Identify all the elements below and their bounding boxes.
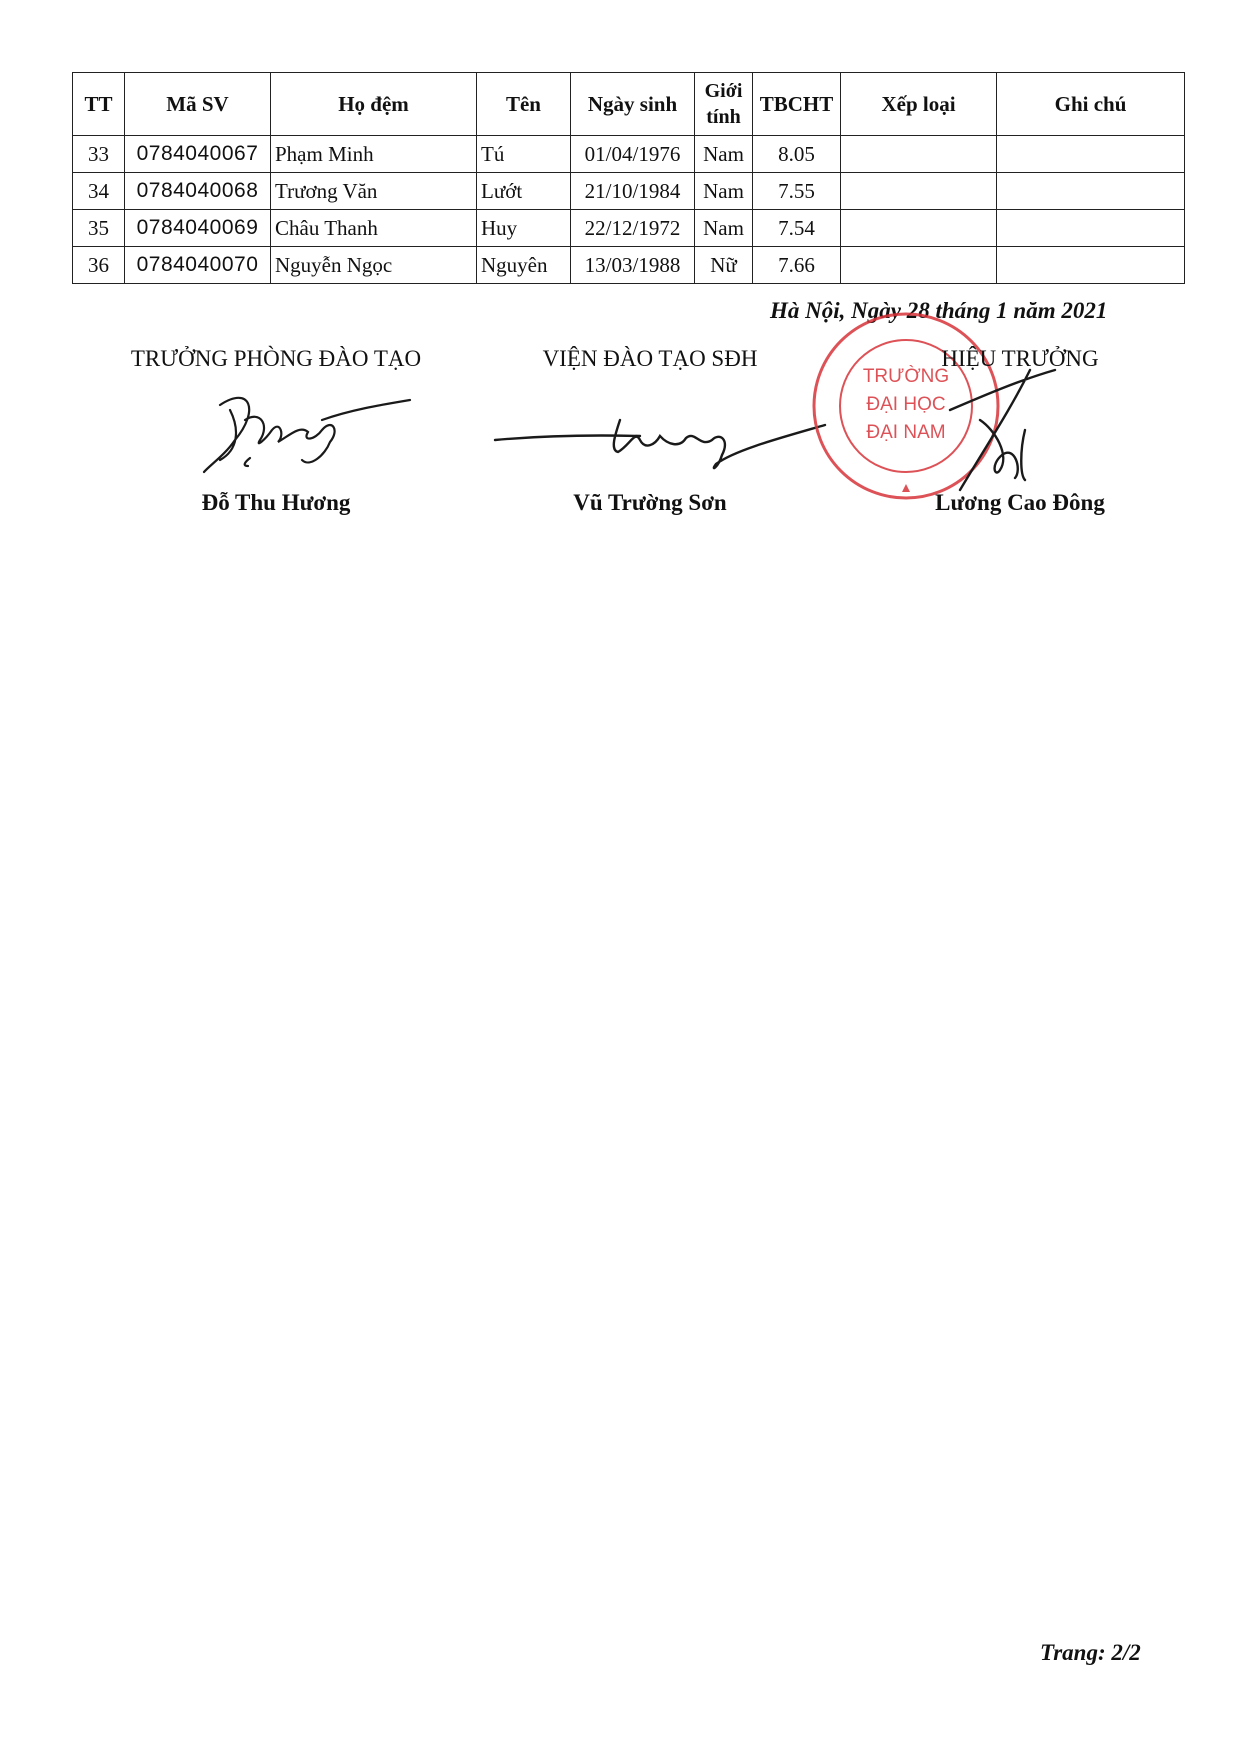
header-tt: TT xyxy=(73,73,125,136)
cell-student-id: 0784040068 xyxy=(125,173,271,210)
training-head-name: Đỗ Thu Hương xyxy=(201,490,351,515)
rector-name: Lương Cao Đông xyxy=(935,490,1105,515)
header-first-name: Tên xyxy=(477,73,571,136)
header-gpa: TBCHT xyxy=(753,73,841,136)
cell-last-middle-name: Trương Văn xyxy=(271,173,477,210)
seal-line-1: TRƯỜNG xyxy=(862,366,950,387)
training-head-title: TRƯỞNG PHÒNG ĐÀO TẠO xyxy=(130,346,422,371)
cell-last-middle-name: Phạm Minh xyxy=(271,136,477,173)
postgrad-institute-signature-icon xyxy=(490,400,830,480)
rector-title: HIỆU TRƯỞNG xyxy=(941,346,1099,371)
cell-gpa: 7.66 xyxy=(753,247,841,284)
postgrad-institute-name: Vũ Trường Sơn xyxy=(573,490,727,515)
table-row xyxy=(73,173,1185,210)
header-last-middle-name: Họ đệm xyxy=(271,73,477,136)
cell-student-id: 0784040069 xyxy=(125,210,271,247)
cell-gender: Nam xyxy=(695,136,753,173)
header-notes: Ghi chú xyxy=(997,73,1185,136)
cell-classification xyxy=(841,247,997,284)
seal-line-2: ĐẠI HỌC xyxy=(866,394,946,415)
cell-gpa: 7.55 xyxy=(753,173,841,210)
cell-classification xyxy=(841,210,997,247)
cell-last-middle-name: Nguyễn Ngọc xyxy=(271,247,477,284)
cell-gpa: 8.05 xyxy=(753,136,841,173)
page-number: Trang: 2/2 xyxy=(1040,1640,1141,1665)
header-birth-date: Ngày sinh xyxy=(571,73,695,136)
cell-birth-date: 21/10/1984 xyxy=(571,173,695,210)
cell-classification xyxy=(841,136,997,173)
cell-student-id: 0784040067 xyxy=(125,136,271,173)
cell-gender: Nam xyxy=(695,173,753,210)
cell-gender: Nữ xyxy=(695,247,753,284)
postgrad-institute-title: VIỆN ĐÀO TẠO SĐH xyxy=(542,346,758,371)
cell-gender: Nam xyxy=(695,210,753,247)
training-head-signature-icon xyxy=(190,380,420,480)
cell-first-name: Tú xyxy=(477,136,571,173)
student-grades-table xyxy=(72,72,1185,284)
cell-first-name: Nguyên xyxy=(477,247,571,284)
cell-notes xyxy=(997,136,1185,173)
cell-last-middle-name: Châu Thanh xyxy=(271,210,477,247)
cell-student-id: 0784040070 xyxy=(125,247,271,284)
cell-tt: 33 xyxy=(73,136,125,173)
table-row xyxy=(73,210,1185,247)
cell-notes xyxy=(997,247,1185,284)
header-classification: Xếp loại xyxy=(841,73,997,136)
cell-gpa: 7.54 xyxy=(753,210,841,247)
table-row xyxy=(73,247,1185,284)
cell-classification xyxy=(841,173,997,210)
place-date-line: Hà Nội, Ngày 28 tháng 1 năm 2021 xyxy=(770,298,1108,323)
cell-birth-date: 01/04/1976 xyxy=(571,136,695,173)
cell-first-name: Huy xyxy=(477,210,571,247)
cell-birth-date: 22/12/1972 xyxy=(571,210,695,247)
cell-first-name: Lướt xyxy=(477,173,571,210)
rector-signature-icon xyxy=(940,360,1060,500)
table-header-row xyxy=(73,73,1185,136)
cell-birth-date: 13/03/1988 xyxy=(571,247,695,284)
cell-tt: 34 xyxy=(73,173,125,210)
cell-tt: 35 xyxy=(73,210,125,247)
cell-notes xyxy=(997,173,1185,210)
cell-tt: 36 xyxy=(73,247,125,284)
header-gender: Giới tính xyxy=(695,73,753,136)
header-student-id: Mã SV xyxy=(125,73,271,136)
table-row xyxy=(73,136,1185,173)
cell-notes xyxy=(997,210,1185,247)
seal-line-3: ĐẠI NAM xyxy=(866,422,946,443)
